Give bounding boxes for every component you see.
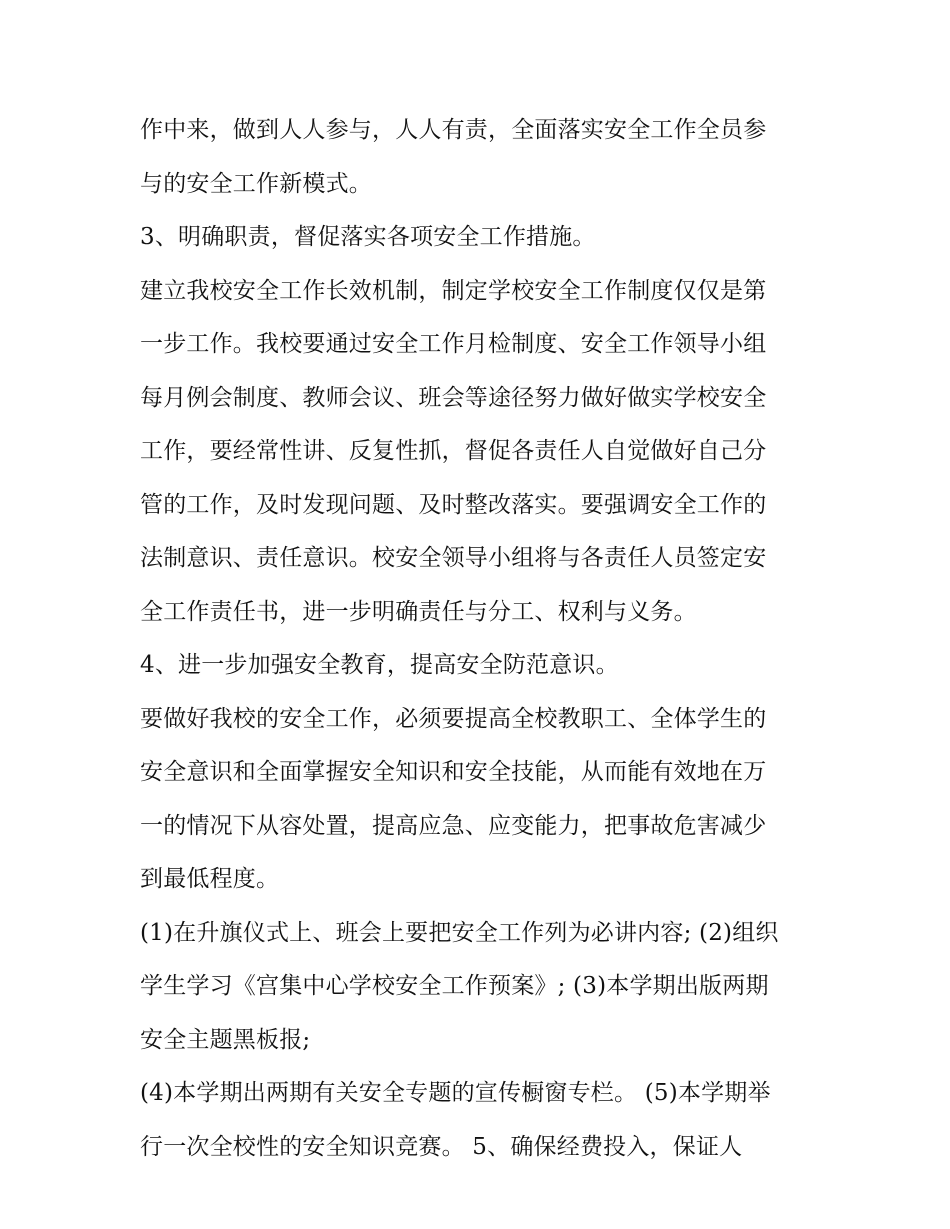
text-line: 法制意识、责任意识。校安全领导小组将与各责任人员签定安 bbox=[140, 545, 767, 571]
text-line: 建立我校安全工作长效机制，制定学校安全工作制度仅仅是第 bbox=[140, 277, 767, 304]
text-line: (4)本学期出两期有关安全专题的宣传橱窗专栏。 (5)本学期举 bbox=[140, 1080, 771, 1106]
text-line: 全工作责任书，进一步明确责任与分工、权利与义务。 bbox=[140, 598, 697, 625]
text-line: 一步工作。我校要通过安全工作月检制度、安全工作领导小组 bbox=[140, 331, 767, 357]
text-line: 到最低程度。 bbox=[140, 866, 280, 892]
text-line: 一的情况下从容处置，提高应急、应变能力，把事故危害减少 bbox=[140, 812, 767, 839]
text-line: 作中来，做到人人参与，人人有责，全面落实安全工作全员参 bbox=[140, 117, 767, 143]
document-body bbox=[140, 104, 820, 1174]
text-line: 安全主题黑板报; bbox=[140, 1026, 311, 1053]
text-line: 与的安全工作新模式。 bbox=[140, 170, 372, 197]
section-heading-4: 4、进一步加强安全教育，提高安全防范意识。 bbox=[140, 652, 619, 678]
text-line: 工作，要经常性讲、反复性抓，督促各责任人自觉做好自己分 bbox=[140, 438, 767, 464]
text-line: 学生学习《宫集中心学校安全工作预案》; (3)本学期出版两期 bbox=[140, 973, 769, 999]
section-heading-3: 3、明确职责，督促落实各项安全工作措施。 bbox=[140, 224, 596, 250]
text-line: 行一次全校性的安全知识竞赛。 5、确保经费投入，保证人 bbox=[140, 1133, 743, 1160]
text-line: 安全意识和全面掌握安全知识和安全技能，从而能有效地在万 bbox=[140, 759, 767, 785]
text-line: (1)在升旗仪式上、班会上要把安全工作列为必讲内容; (2)组织 bbox=[140, 919, 779, 946]
text-line: 管的工作，及时发现问题、及时整改落实。要强调安全工作的 bbox=[140, 491, 767, 518]
text-line: 要做好我校的安全工作，必须要提高全校教职工、全体学生的 bbox=[140, 705, 767, 732]
text-line: 每月例会制度、教师会议、班会等途径努力做好做实学校安全 bbox=[140, 384, 767, 411]
